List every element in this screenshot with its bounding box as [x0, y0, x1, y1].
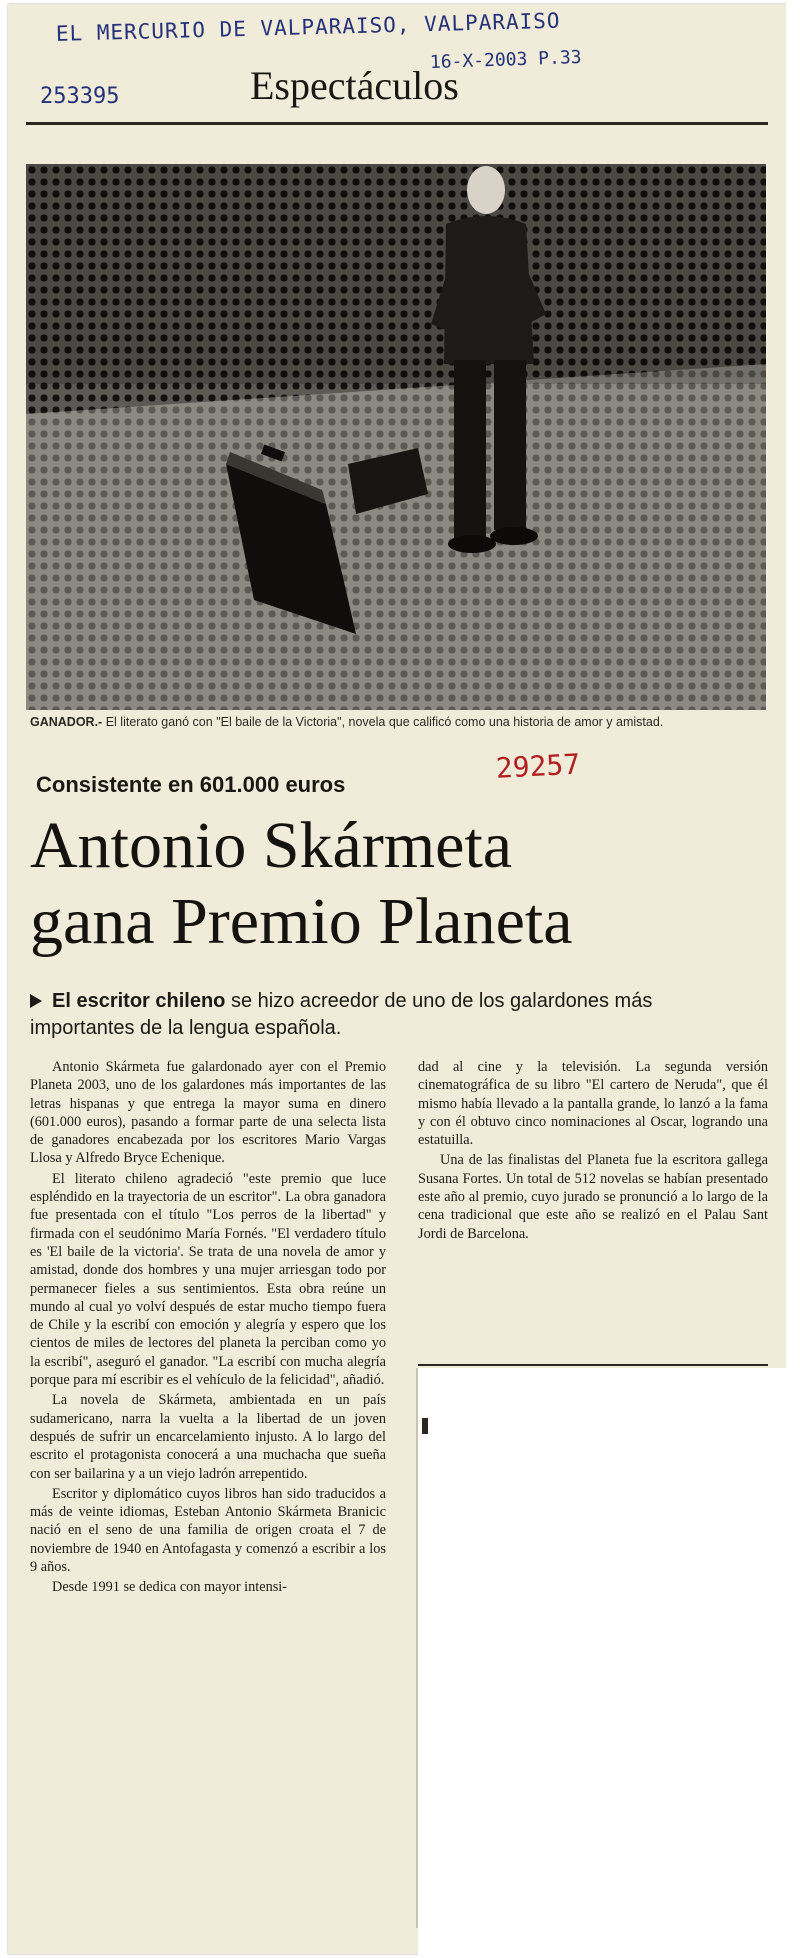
column-end-rule [418, 1364, 768, 1366]
headline-line-1: Antonio Skármeta [30, 809, 513, 882]
arrow-icon [30, 994, 42, 1008]
scan-mark [422, 1418, 428, 1434]
paragraph: dad al cine y la televisión. La segunda versión cinematográfica de su libro "El cartero de Neruda", que él mismo había llevado a la pantalla grande, lo lanzó a la fama y con él obtuvo cinco nominaciones al Oscar, logrando una estatuilla. [418, 1059, 768, 1149]
deck-text: se hizo acreedor de uno de los galardones más importantes de la lengua española. [30, 990, 653, 1039]
photo-caption [30, 714, 760, 730]
photo-floor [26, 364, 766, 710]
article-column-right [418, 1058, 768, 1245]
article-deck [30, 988, 760, 1042]
caption-text: El literato ganó con "El baile de la Victoria", novela que calificó como una historia de amor y amistad. [105, 715, 664, 729]
handwritten-id-note: 253395 [40, 84, 120, 109]
photo-scene [26, 164, 766, 710]
section-rule [26, 122, 768, 125]
handwritten-date-note: 16-X-2003 P.33 [429, 46, 582, 74]
headline-line-2: gana Premio Planeta [30, 885, 573, 958]
paragraph: El literato chileno agradeció "este premio que luce espléndido en la trayectoria de un escritor". La obra ganadora fue presentada con el título "Los perros de la libertad" y firmada con el seudónimo María Fornés. "El verdadero título es 'El baile de la victoria'. Se trata de una novela de amor y amistad, donde dos hombres y una mujer arriesgan todo por permanecer fieles a sus sentimientos. Esta obra reúne un mundo al cual yo volví después de estar mucho tiempo fuera de Chile y la escribí con emoción y alegría y espero que los cientos de miles de lectores del planeta la perciban como yo la escribí", aseguró el ganador. "La escribí con mucha alegría porque para mí escribir es el vehículo de la felicidad", añadió. [30, 1170, 386, 1389]
article-kicker: Consistente en 601.000 euros [36, 772, 346, 797]
blank-paper-area [418, 1368, 800, 1958]
article-photo [26, 164, 766, 710]
article-headline [30, 808, 770, 960]
caption-lead: GANADOR.- [30, 715, 103, 729]
article-column-left [30, 1058, 386, 1599]
paragraph: Una de las finalistas del Planeta fue la escritora gallega Susana Fortes. Un total de 512 novelas se habían presentado este año al premio, cuyo jurado se pronunció a lo largo de la cena tradicional que este año se realizó en el Palau Sant Jordi de Barcelona. [418, 1152, 768, 1242]
handwritten-archive-number: 29257 [495, 747, 581, 785]
paragraph: La novela de Skármeta, ambientada en un país sudamericano, narra la vuelta a la libertad de un joven después de sufrir un encarcelamiento injusto. A lo largo del escrito el protagonista conocerá a una muchacha que sueña con ser bailarina y a un viejo ladrón arrepentido. [30, 1392, 386, 1482]
photo-wall [26, 164, 766, 384]
clipping-cut-edge [416, 1368, 418, 1928]
handwritten-source-note: EL MERCURIO DE VALPARAISO, VALPARAISO [55, 8, 561, 46]
section-title: Espectáculos [250, 63, 459, 108]
deck-bold: El escritor chileno [52, 990, 226, 1012]
paragraph: Escritor y diplomático cuyos libros han sido traducidos a más de veinte idiomas, Esteban Antonio Skármeta Branicic nació en el seno de una familia de origen croata el 7 de noviembre de 1940 en Antofagasta y comenzó a escribir a los 9 años. [30, 1485, 386, 1576]
paragraph: Desde 1991 se dedica con mayor intensi- [52, 1579, 288, 1596]
paragraph: Antonio Skármeta fue galardonado ayer con el Premio Planeta 2003, uno de los galardones más importantes de las letras hispanas y que entrega la mayor suma en dinero (601.000 euros), pasando a formar parte de una selecta lista de ganadores encabezada por los escritores Mario Vargas Llosa y Alfredo Bryce Echenique. [30, 1059, 386, 1167]
